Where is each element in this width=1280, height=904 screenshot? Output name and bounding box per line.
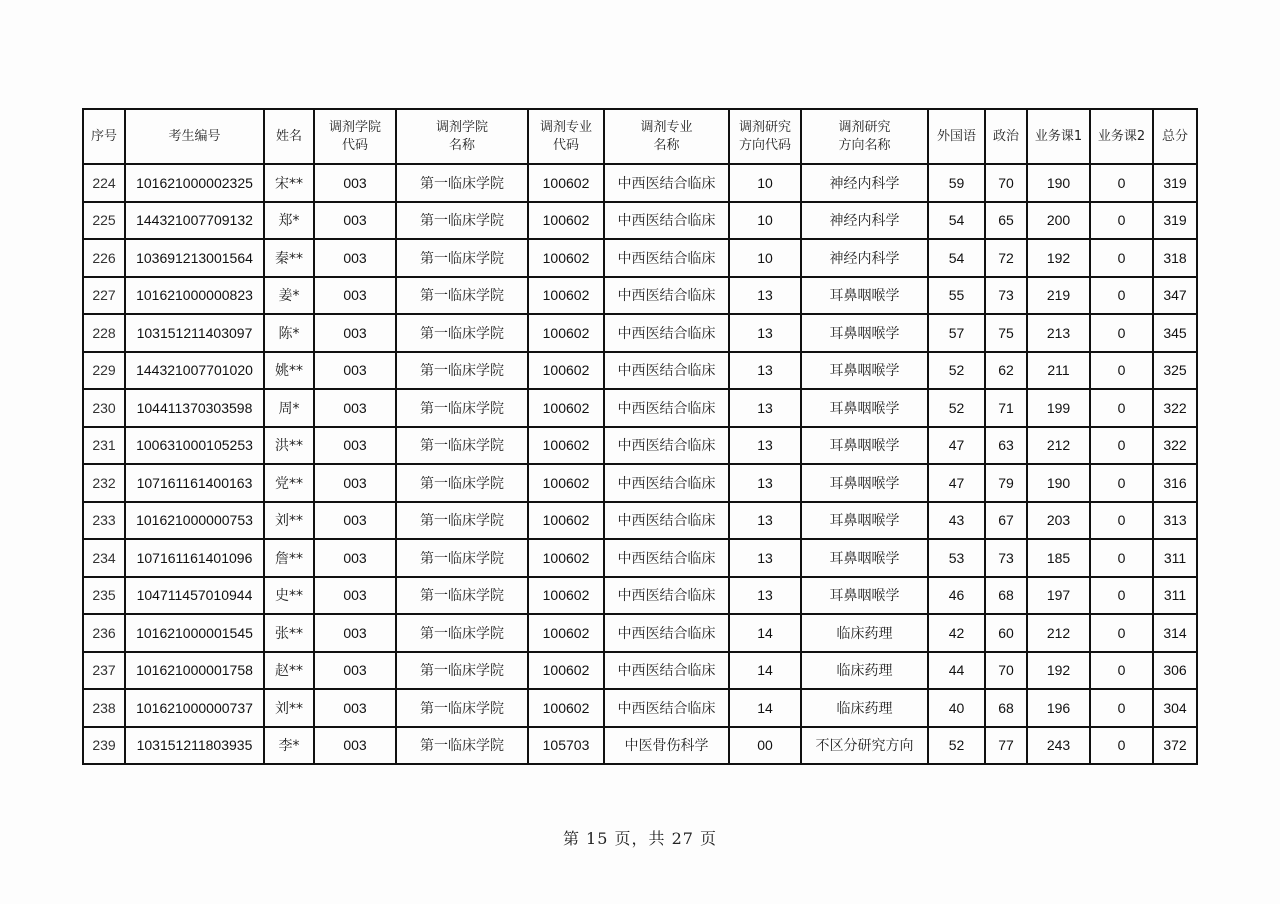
cell-course2: 0 bbox=[1090, 539, 1153, 577]
header-college-name: 调剂学院 名称 bbox=[396, 109, 528, 164]
cell-name: 党** bbox=[264, 464, 314, 502]
cell-direction-name: 不区分研究方向 bbox=[801, 727, 928, 765]
cell-college-name: 第一临床学院 bbox=[396, 239, 528, 277]
cell-direction-code: 13 bbox=[729, 577, 801, 615]
cell-total: 325 bbox=[1153, 352, 1197, 390]
cell-name: 赵** bbox=[264, 652, 314, 690]
cell-direction-name: 临床药理 bbox=[801, 614, 928, 652]
cell-name: 秦** bbox=[264, 239, 314, 277]
table-body bbox=[83, 164, 1197, 764]
cell-direction-name: 耳鼻咽喉学 bbox=[801, 352, 928, 390]
cell-major-name: 中西医结合临床 bbox=[604, 164, 729, 202]
table-row bbox=[83, 614, 1197, 652]
cell-major-code: 100602 bbox=[528, 314, 604, 352]
cell-college-code: 003 bbox=[314, 277, 396, 315]
cell-politics: 70 bbox=[985, 164, 1027, 202]
cell-course1: 190 bbox=[1027, 464, 1090, 502]
header-major-code: 调剂专业 代码 bbox=[528, 109, 604, 164]
cell-major-code: 100602 bbox=[528, 164, 604, 202]
cell-college-name: 第一临床学院 bbox=[396, 202, 528, 240]
cell-course2: 0 bbox=[1090, 164, 1153, 202]
cell-direction-code: 13 bbox=[729, 502, 801, 540]
cell-college-code: 003 bbox=[314, 164, 396, 202]
cell-total: 311 bbox=[1153, 539, 1197, 577]
cell-direction-code: 10 bbox=[729, 164, 801, 202]
cell-direction-name: 耳鼻咽喉学 bbox=[801, 464, 928, 502]
table-row bbox=[83, 239, 1197, 277]
cell-exam-id: 103151211803935 bbox=[125, 727, 264, 765]
table-row bbox=[83, 464, 1197, 502]
cell-direction-name: 耳鼻咽喉学 bbox=[801, 389, 928, 427]
cell-major-name: 中西医结合临床 bbox=[604, 239, 729, 277]
cell-college-code: 003 bbox=[314, 727, 396, 765]
cell-major-name: 中西医结合临床 bbox=[604, 614, 729, 652]
cell-college-name: 第一临床学院 bbox=[396, 577, 528, 615]
cell-direction-code: 10 bbox=[729, 202, 801, 240]
cell-politics: 65 bbox=[985, 202, 1027, 240]
cell-course2: 0 bbox=[1090, 239, 1153, 277]
cell-direction-code: 13 bbox=[729, 389, 801, 427]
cell-seq: 233 bbox=[83, 502, 125, 540]
cell-total: 322 bbox=[1153, 389, 1197, 427]
header-name: 姓名 bbox=[264, 109, 314, 164]
page-number: 第 15 页，共 27 页 bbox=[562, 829, 718, 848]
table-row bbox=[83, 164, 1197, 202]
cell-foreign-language: 40 bbox=[928, 689, 985, 727]
cell-exam-id: 101621000001758 bbox=[125, 652, 264, 690]
cell-course1: 190 bbox=[1027, 164, 1090, 202]
cell-major-code: 100602 bbox=[528, 539, 604, 577]
cell-college-name: 第一临床学院 bbox=[396, 652, 528, 690]
cell-direction-name: 神经内科学 bbox=[801, 202, 928, 240]
cell-college-name: 第一临床学院 bbox=[396, 502, 528, 540]
cell-total: 319 bbox=[1153, 164, 1197, 202]
cell-total: 347 bbox=[1153, 277, 1197, 315]
cell-course1: 192 bbox=[1027, 652, 1090, 690]
cell-major-name: 中西医结合临床 bbox=[604, 389, 729, 427]
cell-course1: 212 bbox=[1027, 614, 1090, 652]
cell-major-name: 中西医结合临床 bbox=[604, 539, 729, 577]
cell-course2: 0 bbox=[1090, 314, 1153, 352]
cell-foreign-language: 46 bbox=[928, 577, 985, 615]
cell-major-code: 100602 bbox=[528, 652, 604, 690]
table-row bbox=[83, 502, 1197, 540]
cell-college-name: 第一临床学院 bbox=[396, 689, 528, 727]
cell-major-name: 中西医结合临床 bbox=[604, 352, 729, 390]
cell-exam-id: 104411370303598 bbox=[125, 389, 264, 427]
cell-major-code: 100602 bbox=[528, 352, 604, 390]
cell-course2: 0 bbox=[1090, 389, 1153, 427]
cell-name: 姚** bbox=[264, 352, 314, 390]
cell-major-code: 100602 bbox=[528, 464, 604, 502]
cell-college-code: 003 bbox=[314, 652, 396, 690]
cell-foreign-language: 59 bbox=[928, 164, 985, 202]
cell-college-code: 003 bbox=[314, 389, 396, 427]
cell-foreign-language: 57 bbox=[928, 314, 985, 352]
header-direction-name: 调剂研究 方向名称 bbox=[801, 109, 928, 164]
cell-politics: 68 bbox=[985, 577, 1027, 615]
cell-direction-code: 00 bbox=[729, 727, 801, 765]
cell-politics: 67 bbox=[985, 502, 1027, 540]
cell-seq: 234 bbox=[83, 539, 125, 577]
cell-course2: 0 bbox=[1090, 352, 1153, 390]
cell-college-name: 第一临床学院 bbox=[396, 539, 528, 577]
cell-course2: 0 bbox=[1090, 689, 1153, 727]
cell-course1: 200 bbox=[1027, 202, 1090, 240]
cell-major-name: 中西医结合临床 bbox=[604, 277, 729, 315]
cell-college-code: 003 bbox=[314, 689, 396, 727]
cell-direction-name: 耳鼻咽喉学 bbox=[801, 502, 928, 540]
cell-direction-name: 耳鼻咽喉学 bbox=[801, 539, 928, 577]
cell-seq: 227 bbox=[83, 277, 125, 315]
cell-total: 319 bbox=[1153, 202, 1197, 240]
cell-name: 周* bbox=[264, 389, 314, 427]
cell-total: 304 bbox=[1153, 689, 1197, 727]
cell-foreign-language: 42 bbox=[928, 614, 985, 652]
table-header-row bbox=[83, 109, 1197, 164]
cell-direction-name: 耳鼻咽喉学 bbox=[801, 314, 928, 352]
cell-seq: 237 bbox=[83, 652, 125, 690]
table-row bbox=[83, 389, 1197, 427]
cell-direction-name: 临床药理 bbox=[801, 652, 928, 690]
table-row bbox=[83, 352, 1197, 390]
cell-direction-code: 13 bbox=[729, 464, 801, 502]
cell-name: 史** bbox=[264, 577, 314, 615]
cell-exam-id: 144321007701020 bbox=[125, 352, 264, 390]
cell-major-code: 100602 bbox=[528, 502, 604, 540]
table-row bbox=[83, 277, 1197, 315]
cell-name: 陈* bbox=[264, 314, 314, 352]
cell-exam-id: 104711457010944 bbox=[125, 577, 264, 615]
cell-course1: 199 bbox=[1027, 389, 1090, 427]
cell-total: 345 bbox=[1153, 314, 1197, 352]
cell-foreign-language: 54 bbox=[928, 202, 985, 240]
cell-major-code: 100602 bbox=[528, 277, 604, 315]
header-course1: 业务课1 bbox=[1027, 109, 1090, 164]
cell-foreign-language: 43 bbox=[928, 502, 985, 540]
cell-college-name: 第一临床学院 bbox=[396, 727, 528, 765]
cell-direction-code: 13 bbox=[729, 277, 801, 315]
cell-politics: 68 bbox=[985, 689, 1027, 727]
cell-total: 318 bbox=[1153, 239, 1197, 277]
cell-politics: 77 bbox=[985, 727, 1027, 765]
cell-course2: 0 bbox=[1090, 614, 1153, 652]
cell-direction-name: 神经内科学 bbox=[801, 239, 928, 277]
cell-foreign-language: 53 bbox=[928, 539, 985, 577]
header-seq: 序号 bbox=[83, 109, 125, 164]
cell-major-code: 100602 bbox=[528, 614, 604, 652]
cell-foreign-language: 52 bbox=[928, 389, 985, 427]
cell-course1: 211 bbox=[1027, 352, 1090, 390]
cell-course1: 197 bbox=[1027, 577, 1090, 615]
cell-direction-code: 14 bbox=[729, 614, 801, 652]
cell-course1: 243 bbox=[1027, 727, 1090, 765]
header-direction-code: 调剂研究 方向代码 bbox=[729, 109, 801, 164]
cell-direction-code: 13 bbox=[729, 427, 801, 465]
cell-college-code: 003 bbox=[314, 464, 396, 502]
cell-exam-id: 101621000002325 bbox=[125, 164, 264, 202]
cell-politics: 72 bbox=[985, 239, 1027, 277]
cell-college-code: 003 bbox=[314, 502, 396, 540]
cell-seq: 238 bbox=[83, 689, 125, 727]
cell-major-name: 中西医结合临床 bbox=[604, 464, 729, 502]
cell-direction-code: 13 bbox=[729, 314, 801, 352]
table-row bbox=[83, 539, 1197, 577]
cell-total: 306 bbox=[1153, 652, 1197, 690]
cell-name: 洪** bbox=[264, 427, 314, 465]
cell-exam-id: 103691213001564 bbox=[125, 239, 264, 277]
table-row bbox=[83, 727, 1197, 765]
cell-college-code: 003 bbox=[314, 614, 396, 652]
cell-politics: 73 bbox=[985, 277, 1027, 315]
cell-seq: 224 bbox=[83, 164, 125, 202]
cell-seq: 230 bbox=[83, 389, 125, 427]
cell-politics: 71 bbox=[985, 389, 1027, 427]
cell-direction-name: 耳鼻咽喉学 bbox=[801, 277, 928, 315]
cell-direction-code: 10 bbox=[729, 239, 801, 277]
cell-politics: 70 bbox=[985, 652, 1027, 690]
table-row bbox=[83, 689, 1197, 727]
cell-foreign-language: 52 bbox=[928, 727, 985, 765]
cell-direction-name: 临床药理 bbox=[801, 689, 928, 727]
cell-course1: 203 bbox=[1027, 502, 1090, 540]
cell-foreign-language: 55 bbox=[928, 277, 985, 315]
cell-name: 李* bbox=[264, 727, 314, 765]
cell-college-code: 003 bbox=[314, 577, 396, 615]
cell-course1: 219 bbox=[1027, 277, 1090, 315]
cell-seq: 231 bbox=[83, 427, 125, 465]
cell-college-code: 003 bbox=[314, 314, 396, 352]
cell-major-code: 100602 bbox=[528, 202, 604, 240]
cell-total: 311 bbox=[1153, 577, 1197, 615]
cell-foreign-language: 47 bbox=[928, 427, 985, 465]
cell-politics: 79 bbox=[985, 464, 1027, 502]
cell-exam-id: 101621000000823 bbox=[125, 277, 264, 315]
cell-politics: 62 bbox=[985, 352, 1027, 390]
cell-major-name: 中西医结合临床 bbox=[604, 502, 729, 540]
cell-name: 张** bbox=[264, 614, 314, 652]
cell-course1: 212 bbox=[1027, 427, 1090, 465]
cell-course1: 213 bbox=[1027, 314, 1090, 352]
cell-major-name: 中医骨伤科学 bbox=[604, 727, 729, 765]
cell-major-code: 100602 bbox=[528, 689, 604, 727]
cell-seq: 239 bbox=[83, 727, 125, 765]
cell-major-name: 中西医结合临床 bbox=[604, 314, 729, 352]
cell-course1: 192 bbox=[1027, 239, 1090, 277]
cell-college-name: 第一临床学院 bbox=[396, 164, 528, 202]
cell-exam-id: 101621000001545 bbox=[125, 614, 264, 652]
cell-course1: 185 bbox=[1027, 539, 1090, 577]
cell-course2: 0 bbox=[1090, 464, 1153, 502]
cell-foreign-language: 44 bbox=[928, 652, 985, 690]
cell-name: 姜* bbox=[264, 277, 314, 315]
cell-politics: 75 bbox=[985, 314, 1027, 352]
cell-seq: 236 bbox=[83, 614, 125, 652]
cell-college-code: 003 bbox=[314, 202, 396, 240]
cell-direction-name: 耳鼻咽喉学 bbox=[801, 577, 928, 615]
cell-seq: 226 bbox=[83, 239, 125, 277]
header-college-code: 调剂学院 代码 bbox=[314, 109, 396, 164]
cell-major-code: 100602 bbox=[528, 427, 604, 465]
table-row bbox=[83, 577, 1197, 615]
cell-seq: 225 bbox=[83, 202, 125, 240]
cell-college-name: 第一临床学院 bbox=[396, 464, 528, 502]
cell-major-code: 100602 bbox=[528, 577, 604, 615]
table-row bbox=[83, 314, 1197, 352]
cell-direction-name: 神经内科学 bbox=[801, 164, 928, 202]
cell-college-name: 第一临床学院 bbox=[396, 352, 528, 390]
cell-politics: 63 bbox=[985, 427, 1027, 465]
cell-exam-id: 101621000000753 bbox=[125, 502, 264, 540]
cell-major-name: 中西医结合临床 bbox=[604, 652, 729, 690]
cell-exam-id: 107161161400163 bbox=[125, 464, 264, 502]
cell-total: 316 bbox=[1153, 464, 1197, 502]
cell-college-code: 003 bbox=[314, 539, 396, 577]
cell-exam-id: 101621000000737 bbox=[125, 689, 264, 727]
cell-college-name: 第一临床学院 bbox=[396, 614, 528, 652]
cell-foreign-language: 47 bbox=[928, 464, 985, 502]
cell-total: 313 bbox=[1153, 502, 1197, 540]
header-exam-id: 考生编号 bbox=[125, 109, 264, 164]
cell-exam-id: 100631000105253 bbox=[125, 427, 264, 465]
cell-college-name: 第一临床学院 bbox=[396, 389, 528, 427]
header-foreign-language: 外国语 bbox=[928, 109, 985, 164]
cell-seq: 228 bbox=[83, 314, 125, 352]
cell-course1: 196 bbox=[1027, 689, 1090, 727]
cell-politics: 60 bbox=[985, 614, 1027, 652]
cell-seq: 232 bbox=[83, 464, 125, 502]
cell-direction-code: 13 bbox=[729, 539, 801, 577]
cell-course2: 0 bbox=[1090, 652, 1153, 690]
cell-foreign-language: 54 bbox=[928, 239, 985, 277]
cell-name: 刘** bbox=[264, 502, 314, 540]
cell-course2: 0 bbox=[1090, 202, 1153, 240]
table-row bbox=[83, 427, 1197, 465]
cell-politics: 73 bbox=[985, 539, 1027, 577]
cell-major-name: 中西医结合临床 bbox=[604, 689, 729, 727]
cell-total: 314 bbox=[1153, 614, 1197, 652]
cell-major-name: 中西医结合临床 bbox=[604, 427, 729, 465]
cell-major-code: 100602 bbox=[528, 239, 604, 277]
header-major-name: 调剂专业 名称 bbox=[604, 109, 729, 164]
cell-college-name: 第一临床学院 bbox=[396, 314, 528, 352]
cell-exam-id: 107161161401096 bbox=[125, 539, 264, 577]
cell-college-code: 003 bbox=[314, 352, 396, 390]
cell-course2: 0 bbox=[1090, 577, 1153, 615]
cell-direction-code: 14 bbox=[729, 689, 801, 727]
header-politics: 政治 bbox=[985, 109, 1027, 164]
cell-college-code: 003 bbox=[314, 427, 396, 465]
cell-foreign-language: 52 bbox=[928, 352, 985, 390]
cell-major-code: 105703 bbox=[528, 727, 604, 765]
cell-direction-name: 耳鼻咽喉学 bbox=[801, 427, 928, 465]
adjustment-table bbox=[82, 108, 1198, 765]
cell-major-code: 100602 bbox=[528, 389, 604, 427]
header-total: 总分 bbox=[1153, 109, 1197, 164]
cell-college-name: 第一临床学院 bbox=[396, 277, 528, 315]
cell-seq: 235 bbox=[83, 577, 125, 615]
cell-name: 刘** bbox=[264, 689, 314, 727]
cell-exam-id: 144321007709132 bbox=[125, 202, 264, 240]
cell-course2: 0 bbox=[1090, 427, 1153, 465]
cell-direction-code: 14 bbox=[729, 652, 801, 690]
table-row bbox=[83, 202, 1197, 240]
cell-course2: 0 bbox=[1090, 727, 1153, 765]
cell-college-name: 第一临床学院 bbox=[396, 427, 528, 465]
cell-course2: 0 bbox=[1090, 277, 1153, 315]
cell-seq: 229 bbox=[83, 352, 125, 390]
cell-exam-id: 103151211403097 bbox=[125, 314, 264, 352]
cell-college-code: 003 bbox=[314, 239, 396, 277]
cell-total: 322 bbox=[1153, 427, 1197, 465]
table-row bbox=[83, 652, 1197, 690]
cell-name: 詹** bbox=[264, 539, 314, 577]
cell-direction-code: 13 bbox=[729, 352, 801, 390]
header-course2: 业务课2 bbox=[1090, 109, 1153, 164]
cell-major-name: 中西医结合临床 bbox=[604, 577, 729, 615]
cell-major-name: 中西医结合临床 bbox=[604, 202, 729, 240]
cell-total: 372 bbox=[1153, 727, 1197, 765]
cell-course2: 0 bbox=[1090, 502, 1153, 540]
cell-name: 宋** bbox=[264, 164, 314, 202]
cell-name: 郑* bbox=[264, 202, 314, 240]
